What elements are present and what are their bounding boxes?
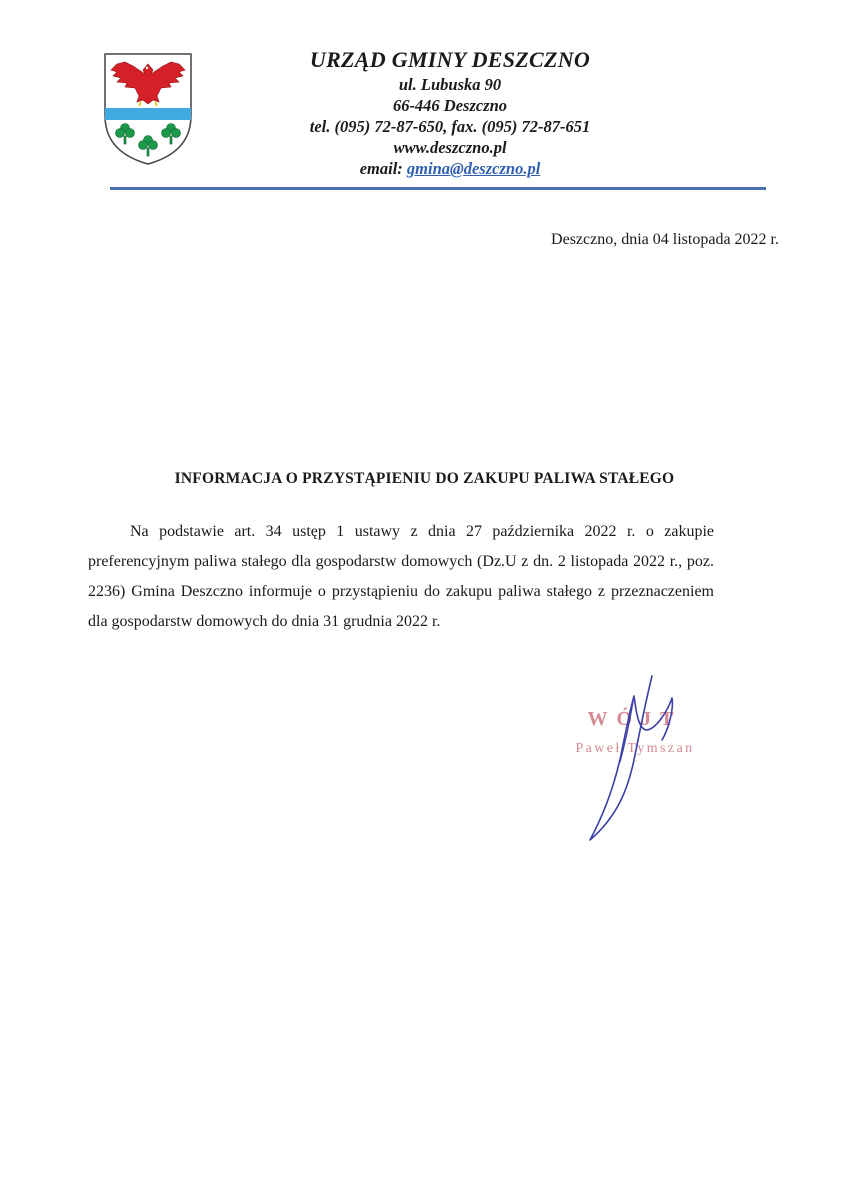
organization-name: URZĄD GMINY DESZCZNO [309, 47, 591, 72]
document-title: INFORMACJA O PRZYSTĄPIENIU DO ZAKUPU PALIWA STAŁEGO [174, 470, 675, 487]
letterhead [250, 46, 650, 179]
email-line [250, 158, 650, 179]
header-divider [110, 187, 766, 190]
stamp-name: Paweł Tymszan [575, 741, 695, 756]
handwritten-signature [560, 670, 700, 845]
email-link[interactable]: gmina@deszczno.pl [406, 159, 541, 178]
body-paragraph: Na podstawie art. 34 ustęp 1 ustawy z dnia 27 października 2022 r. o zakupie preferencyjnym paliwa stałego dla gospodarstw domowych (Dz.U z dn. 2 listopada 2022 r., poz. 2236) Gmina Deszczno informuje o przystąpieniu do zakupu paliwa stałego z przeznaczeniem dla gospodarstw domowych do dnia 31 grudnia 2022 r. [88, 523, 714, 630]
date-line: Deszczno, dnia 04 listopada 2022 r. [551, 231, 779, 248]
stamp-title: WÓJT [587, 708, 683, 730]
phone-fax: tel. (095) 72-87-650, fax. (095) 72-87-651 [309, 117, 591, 136]
coat-of-arms-icon [103, 52, 193, 166]
street-address: ul. Lubuska 90 [398, 75, 502, 94]
postal-address: 66-446 Deszczno [392, 96, 508, 115]
email-label: email: [359, 159, 403, 178]
website-link[interactable]: www.deszczno.pl [393, 138, 507, 157]
